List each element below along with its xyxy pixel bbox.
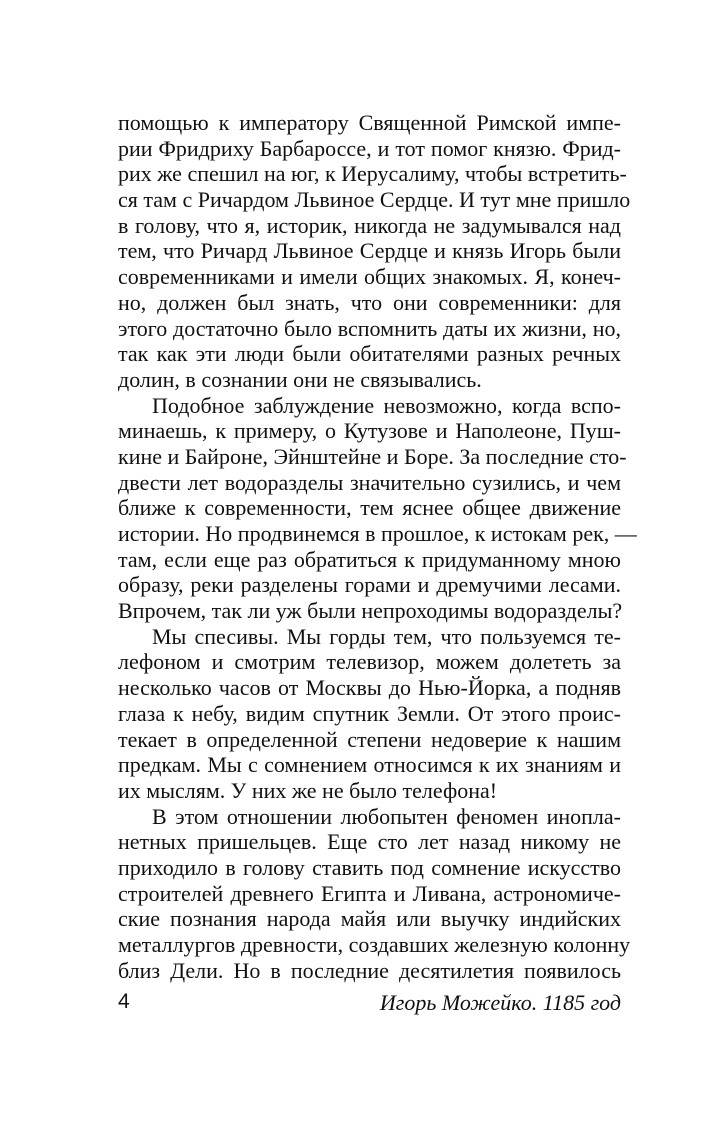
text-line: рии Фридриху Барбароссе, и тот помог князю. Фрид- <box>118 135 621 161</box>
text-line: металлургов древности, создавших железную колонну <box>118 932 631 957</box>
text-line: образу, реки разделены горами и дремучими лесами. <box>118 572 621 598</box>
paragraph <box>118 624 621 804</box>
text-line: текает в определенной степени недоверие к нашим <box>118 726 621 752</box>
text-line: Мы спесивы. Мы горды тем, что пользуемся те- <box>152 623 621 649</box>
text-line: но, должен был знать, что они современники: для <box>118 289 621 315</box>
text-line: двести лет водоразделы значительно сузились, и чем <box>118 469 621 495</box>
text-line: ся там с Ричардом Львиное Сердце. И тут мне пришло <box>118 187 631 213</box>
text-line: несколько часов от Москвы до Нью-Йорка, а подняв <box>118 675 621 701</box>
text-line: предкам. Мы с сомнением относимся к их знаниям и <box>118 752 621 778</box>
text-line: там, если еще раз обратиться к придуманному мною <box>118 546 621 572</box>
text-line: ближе к современности, тем яснее общее движение <box>118 495 621 521</box>
text-line: нетных пришельцев. Еще сто лет назад никому не <box>118 829 621 855</box>
running-title: Игорь Можейко. 1185 год <box>379 990 621 1015</box>
text-line: минаешь, к примеру, о Кутузове и Наполеоне, Пуш- <box>118 418 621 444</box>
text-line: ские познания народа майя или выучку индийских <box>118 906 621 932</box>
text-line: Впрочем, так ли уж были непроходимы водоразделы? <box>118 598 623 624</box>
text-line: рих же спешил на юг, к Иерусалиму, чтобы встретить- <box>118 161 627 187</box>
text-line: истории. Но продвинемся в прошлое, к истокам рек, — <box>118 521 637 546</box>
text-line: лефоном и смотрим телевизор, можем долететь за <box>118 649 621 675</box>
text-line: так как эти люди были обитателями разных речных <box>118 341 621 367</box>
text-line: долин, в сознании они не связывались. <box>118 366 482 392</box>
text-line: Подобное заблуждение невозможно, когда вспо- <box>152 392 621 418</box>
text-line: в голову, что я, историк, никогда не задумывался над <box>118 212 621 238</box>
paragraph <box>118 110 631 393</box>
page-number: 4 <box>118 990 130 1013</box>
text-line: современниками и имели общих знакомых. Я, конеч- <box>118 264 621 290</box>
text-line: этого достаточно было вспомнить даты их жизни, но, <box>118 315 621 341</box>
text-line: их мыслям. У них же не было телефона! <box>118 777 498 803</box>
text-line: помощью к императору Священной Римской импе- <box>118 110 621 135</box>
text-line: близ Дели. Но в последние десятилетия появилось <box>118 957 621 983</box>
text-line: глаза к небу, видим спутник Земли. От этого проис- <box>118 700 621 726</box>
paragraph <box>118 803 631 984</box>
text-line: кине и Байроне, Эйнштейне и Боре. За последние сто- <box>118 443 627 469</box>
page-footer <box>118 990 621 1020</box>
text-line: тем, что Ричард Львиное Сердце и князь Игорь были <box>118 238 621 264</box>
body-text <box>118 110 637 983</box>
text-line: строителей древнего Египта и Ливана, астрономиче- <box>118 880 621 906</box>
text-line: В этом отношении любопытен феномен инопла- <box>152 803 621 829</box>
text-line: приходило в голову ставить под сомнение искусство <box>118 854 621 880</box>
paragraph <box>118 392 637 624</box>
